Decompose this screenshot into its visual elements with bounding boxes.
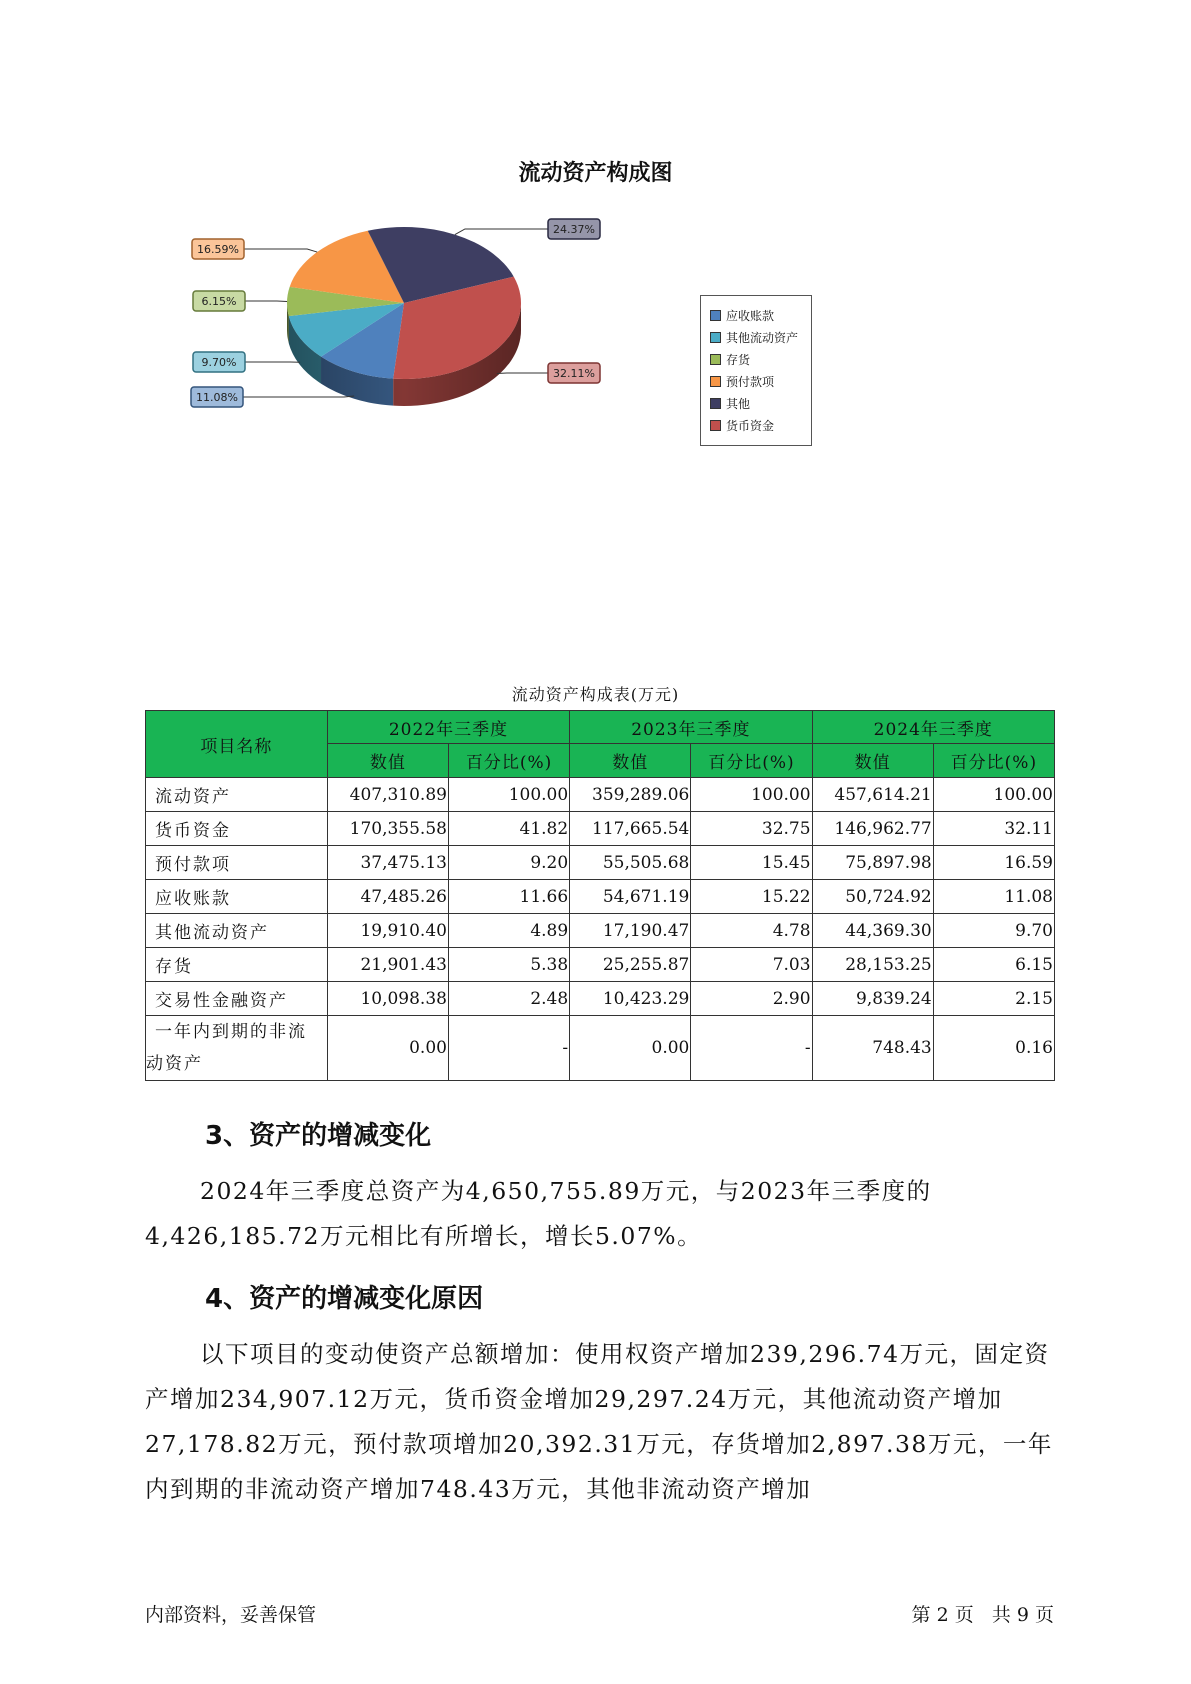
row-name: 预付款项	[146, 846, 328, 880]
table-row	[146, 880, 1055, 914]
value-header: 数值	[812, 744, 933, 778]
table-cell: 4.89	[448, 914, 569, 948]
leader-line	[455, 229, 548, 235]
percent-header: 百分比(%)	[691, 744, 812, 778]
table-cell: 2.48	[448, 982, 569, 1016]
row-name: 存货	[146, 948, 328, 982]
legend-swatch	[710, 332, 721, 343]
row-name: 其他流动资产	[146, 914, 328, 948]
table-cell: 0.00	[570, 1016, 691, 1081]
section3-heading: 3、资产的增减变化	[205, 1121, 432, 1151]
row-name-line2: 动资产	[146, 1054, 203, 1074]
table-cell: 19,910.40	[327, 914, 448, 948]
legend-label: 货币资金	[726, 418, 775, 433]
table-cell: 100.00	[933, 778, 1054, 812]
table-cell: 2.15	[933, 982, 1054, 1016]
table-cell: -	[691, 1016, 812, 1081]
leader-line	[243, 396, 354, 397]
table-cell: 10,098.38	[327, 982, 448, 1016]
leader-line	[244, 249, 317, 252]
table-cell: 11.08	[933, 880, 1054, 914]
table-cell: 10,423.29	[570, 982, 691, 1016]
legend-swatch	[710, 420, 721, 431]
table-cell: 54,671.19	[570, 880, 691, 914]
table-cell: 4.78	[691, 914, 812, 948]
legend-swatch	[710, 310, 721, 321]
table-cell: 2.90	[691, 982, 812, 1016]
table-cell: 17,190.47	[570, 914, 691, 948]
table-row	[146, 982, 1055, 1016]
table-row	[146, 778, 1055, 812]
row-name: 应收账款	[146, 880, 328, 914]
table-cell: -	[448, 1016, 569, 1081]
table-cell: 28,153.25	[812, 948, 933, 982]
current-assets-table	[145, 710, 1055, 1081]
table-cell: 15.22	[691, 880, 812, 914]
legend-item	[710, 304, 811, 326]
legend-item	[710, 414, 811, 436]
chart-legend	[700, 295, 812, 446]
period-header: 2023年三季度	[570, 711, 812, 744]
table-cell: 6.15	[933, 948, 1054, 982]
table-cell: 47,485.26	[327, 880, 448, 914]
legend-label: 存货	[726, 352, 751, 367]
table-cell: 32.11	[933, 812, 1054, 846]
footer-confidential-note: 内部资料，妥善保管	[145, 1604, 317, 1626]
legend-swatch	[710, 376, 721, 387]
section3-paragraph: 2024年三季度总资产为4,650,755.89万元，与2023年三季度的4,426,185.72万元相比有所增长，增长5.07%。	[145, 1177, 932, 1250]
legend-label: 应收账款	[726, 308, 775, 323]
table-cell: 359,289.06	[570, 778, 691, 812]
footer-page-number: 第 2 页 共 9 页	[911, 1604, 1054, 1626]
section4-paragraph: 以下项目的变动使资产总额增加：使用权资产增加239,296.74万元，固定资产增加234,907.12万元，货币资金增加29,297.24万元，其他流动资产增加27,178.82万元，预付款项增加20,392.31万元，存货增加2,897.38万元，一年内到期的非流动资产增加748.43万元，其他非流动资产增加	[145, 1340, 1053, 1503]
period-header: 2024年三季度	[812, 711, 1054, 744]
table-row	[146, 948, 1055, 982]
table-cell: 100.00	[448, 778, 569, 812]
table-cell: 32.75	[691, 812, 812, 846]
legend-item	[710, 326, 811, 348]
table-header-row	[146, 711, 1055, 744]
percent-header: 百分比(%)	[933, 744, 1054, 778]
table-cell: 5.38	[448, 948, 569, 982]
table-row	[146, 914, 1055, 948]
data-label: 32.11%	[553, 367, 595, 380]
legend-item	[710, 392, 811, 414]
table-cell: 117,665.54	[570, 812, 691, 846]
table-row	[146, 812, 1055, 846]
legend-label: 预付款项	[726, 374, 775, 389]
table-cell: 170,355.58	[327, 812, 448, 846]
chart-title: 流动资产构成图	[518, 161, 673, 186]
table-cell: 55,505.68	[570, 846, 691, 880]
percent-header: 百分比(%)	[448, 744, 569, 778]
table-cell: 25,255.87	[570, 948, 691, 982]
item-name-header: 项目名称	[146, 711, 328, 778]
table-cell: 16.59	[933, 846, 1054, 880]
table-cell: 15.45	[691, 846, 812, 880]
table-cell: 407,310.89	[327, 778, 448, 812]
data-label: 24.37%	[553, 223, 595, 236]
value-header: 数值	[327, 744, 448, 778]
data-label: 6.15%	[201, 295, 237, 308]
table-row	[146, 846, 1055, 880]
legend-label: 其他	[726, 396, 751, 411]
data-label: 11.08%	[196, 391, 238, 404]
row-name: 货币资金	[146, 812, 328, 846]
value-header: 数值	[570, 744, 691, 778]
table-caption: 流动资产构成表(万元)	[511, 685, 680, 704]
table-cell: 457,614.21	[812, 778, 933, 812]
table-row	[146, 1016, 1055, 1081]
pie-chart	[190, 210, 640, 470]
legend-swatch	[710, 398, 721, 409]
section4-heading: 4、资产的增减变化原因	[205, 1284, 484, 1314]
legend-swatch	[710, 354, 721, 365]
row-name: 流动资产	[146, 778, 328, 812]
table-cell: 9.70	[933, 914, 1054, 948]
table-cell: 100.00	[691, 778, 812, 812]
table-cell: 9,839.24	[812, 982, 933, 1016]
table-cell: 0.16	[933, 1016, 1054, 1081]
table-cell: 41.82	[448, 812, 569, 846]
data-label: 9.70%	[201, 356, 237, 369]
row-name: 交易性金融资产	[146, 982, 328, 1016]
data-label: 16.59%	[197, 243, 239, 256]
table-cell: 44,369.30	[812, 914, 933, 948]
legend-label: 其他流动资产	[726, 330, 799, 345]
table-cell: 9.20	[448, 846, 569, 880]
table-cell: 0.00	[327, 1016, 448, 1081]
row-name	[146, 1016, 328, 1081]
table-cell: 75,897.98	[812, 846, 933, 880]
table-cell: 37,475.13	[327, 846, 448, 880]
period-header: 2022年三季度	[327, 711, 569, 744]
row-name-line1: 一年内到期的非流	[155, 1022, 307, 1042]
table-cell: 7.03	[691, 948, 812, 982]
leader-line	[497, 373, 548, 374]
table-cell: 146,962.77	[812, 812, 933, 846]
table-cell: 11.66	[448, 880, 569, 914]
table-cell: 50,724.92	[812, 880, 933, 914]
table-cell: 748.43	[812, 1016, 933, 1081]
table-cell: 21,901.43	[327, 948, 448, 982]
legend-item	[710, 370, 811, 392]
legend-item	[710, 348, 811, 370]
